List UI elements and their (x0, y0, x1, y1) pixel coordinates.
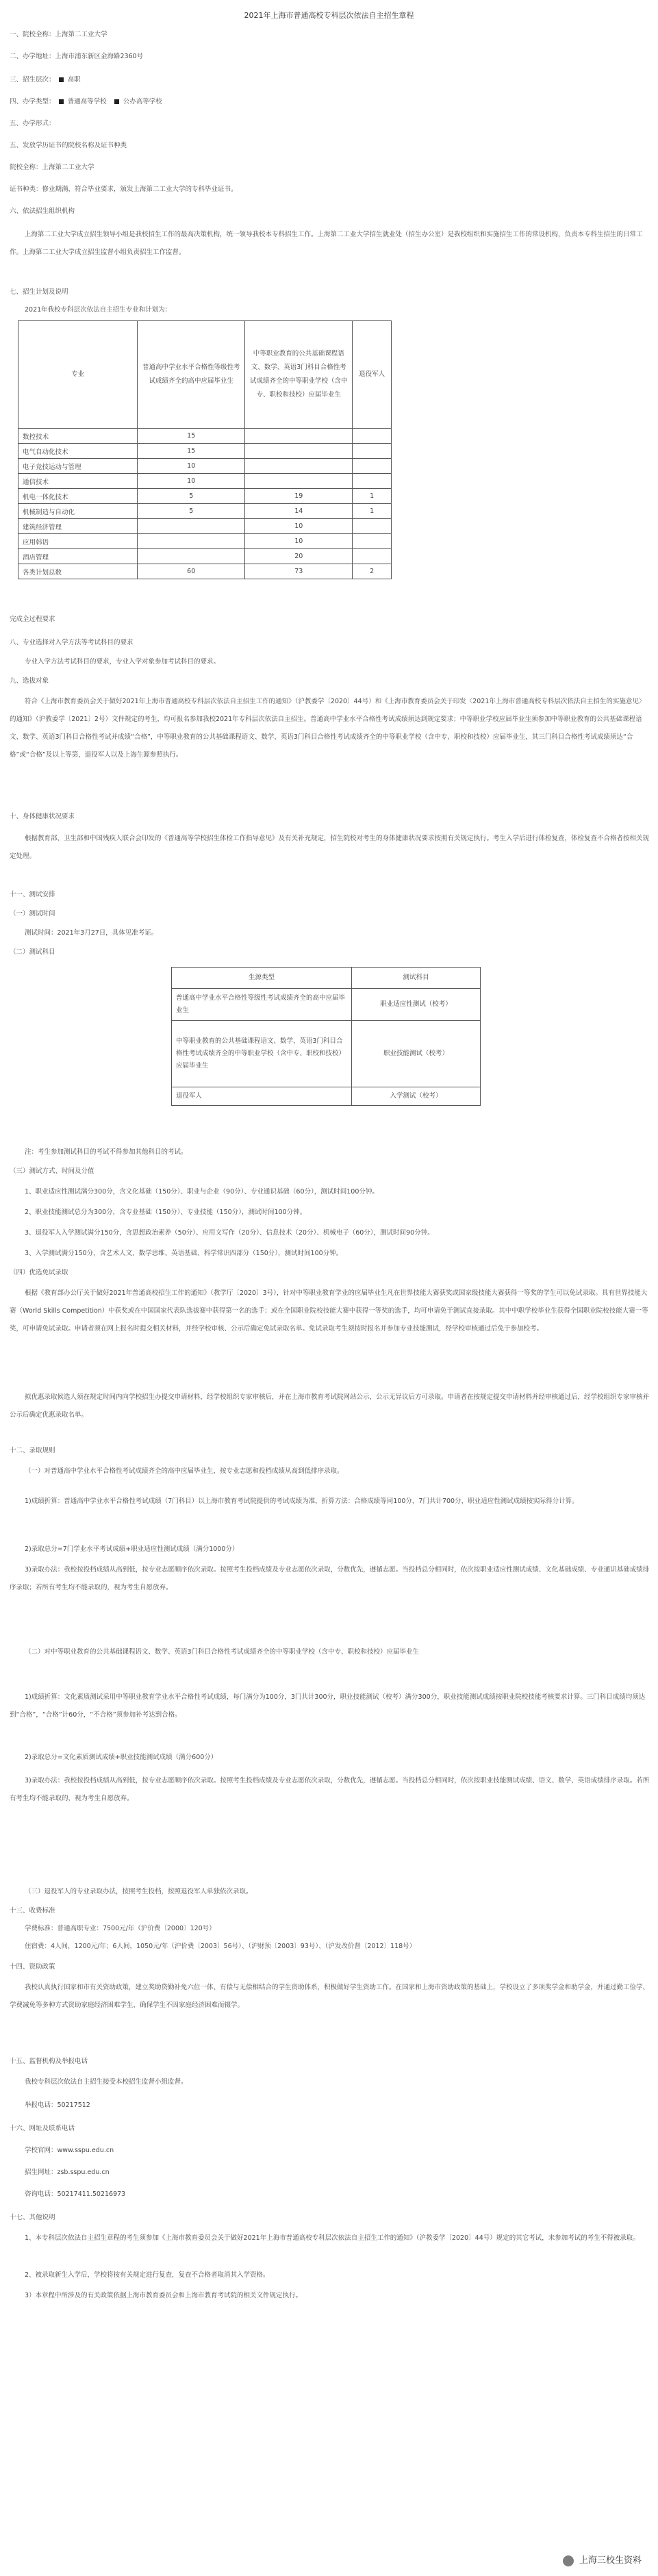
table-cell: 2 (353, 564, 392, 579)
table-cell-major: 应用韩语 (18, 534, 138, 549)
table-cell: 普通高中学业水平合格性等级性考试成绩齐全的高中应届毕业生 (172, 989, 352, 1021)
table-cell-major: 通信技术 (18, 474, 138, 489)
watermark-text: 上海三校生资料 (579, 2555, 642, 2566)
table-cell: 20 (245, 549, 353, 564)
enrollment-level-label: 三、招生层次： (10, 76, 55, 84)
table-row (18, 489, 392, 504)
institution-address: 二、办学地址：上海市浦东新区金海路2360号 (10, 53, 144, 60)
priority-paragraph: 拟优惠录取候选人须在规定时间内向学校招生办提交申请材料，经学校组织专家审核后，并在上海市教育考试院网站公示，公示无异议后方可录取。申请者在按规定提交申请材料并经审核通过后，经学校组织专家审核并公示后确定优惠录取名单。 (10, 1393, 650, 1419)
section-15-heading: 十五、监督机构及举报电话 (10, 2058, 88, 2065)
table-cell: 1 (353, 489, 392, 504)
test-time-heading: （一）测试时间 (10, 910, 55, 918)
column-header-subject: 测试科目 (352, 968, 481, 989)
table-cell: 10 (138, 474, 245, 489)
other-note-2: 2、被录取新生入学后，学校将按有关规定进行复查，复查不合格者取消其入学资格。 (25, 2271, 270, 2279)
table-header-row (18, 321, 392, 429)
health-paragraph: 根据教育部、卫生部和中国残疾人联合会印发的《普通高等学校招生体检工作指导意见》及有关补充规定，招生院校对考生的身体健康状况要求按照有关规定执行。考生入学后进行体检复查，体检复查不合格者按相关规定处理。 (10, 835, 650, 860)
table-cell (245, 474, 353, 489)
table-cell (353, 549, 392, 564)
table-total-row (18, 564, 392, 579)
admission-rule-7: 2)录取总分=文化素质测试成绩+职业技能测试成绩（满分600分） (25, 1754, 218, 1761)
section-8-heading: 八、专业选择对入学方法等考试科目的要求 (10, 639, 134, 646)
exempt-paragraph: 根据《教育部办公厅关于做好2021年普通高校招生工作的通知》（教学厅〔2020〕3号），针对中等职业教育学业的应届毕业生凡在世界技能大赛获奖或国家级技能大赛获得一等奖的学生可以免试录取。具有世界技能大赛（World Skills Competition）中获奖或在中国国家代表队选拔赛中获得第一名的选手；或在全国职业院校技能大赛中获得一等奖的选手，均可申请免于测试直接录取。其中中职学校毕业生获得全国职业院校技能大赛一等奖，可申请免试录取。申请者须在网上报名时提交相关材料，并经学校审核、公示后确定免试录取名单。免试录取考生须按时报名并参加专业技能测试，经学校审核通过后免于参加校考。 (10, 1289, 648, 1333)
table-cell: 14 (245, 504, 353, 519)
other-note-3: 3）本章程中所涉及的有关政策依据上海市教育委员会和上海市教育考试院的相关文件规定执行。 (25, 2292, 303, 2299)
table-row (18, 474, 392, 489)
school-form: 五、办学形式： (10, 120, 55, 127)
admission-rule-8: 3)录取办法：我校按投档成绩从高到低，按专业志愿顺序依次录取。按照考生投档成绩及专业志愿依次录取，分数优先，遵循志愿。当投档总分相同时，依次按职业技能测试成绩、语文、数学、英语成绩排序录取。若所有考生均不能录取的，视为考生自愿放弃。 (10, 1777, 650, 1802)
table-cell-major: 酒店管理 (18, 549, 138, 564)
section-9-heading: 九、选拔对象 (10, 677, 49, 685)
enrollment-plan-table (18, 320, 392, 579)
checked-box-icon (59, 77, 64, 82)
section-8-text: 专业入学方法考试科目的要求，专业入学对象参加考试科目的要求。 (25, 658, 220, 666)
org-heading: 六、依法招生组织机构 (10, 207, 75, 215)
admission-website-line: 招生网址：zsb.sspu.edu.cn (25, 2169, 110, 2176)
table-cell: 73 (245, 564, 353, 579)
table-cell: 10 (245, 534, 353, 549)
tuition-line: 学费标准：普通高职专业：7500元/年（沪价费〔2000〕120号） (25, 1925, 216, 1932)
table-cell (138, 519, 245, 534)
school-type (10, 97, 648, 107)
table-cell: 60 (138, 564, 245, 579)
table-cell (138, 534, 245, 549)
section-17-heading: 十七、其他说明 (10, 2214, 55, 2221)
section-14-heading: 十四、资助政策 (10, 1963, 55, 1971)
table-cell (353, 429, 392, 444)
table-header-row (172, 968, 481, 989)
exempt-heading: （四）优选免试录取 (10, 1269, 68, 1276)
report-phone: 举报电话：50217512 (25, 2101, 90, 2109)
section-12-heading: 十二、录取规则 (10, 1447, 55, 1454)
website-line: 学校官网：www.sspu.edu.cn (25, 2147, 114, 2154)
column-header-source: 生源类型 (172, 968, 352, 989)
section-11-heading: 十一、测试安排 (10, 891, 55, 898)
table-row (18, 444, 392, 459)
admission-rule-1: （一）对普通高中学业水平合格性考试成绩齐全的高中应届毕业生，按专业志愿和投档成绩从高到低排序录取。 (25, 1467, 344, 1475)
certificate-heading: 五、发放学历证书的院校名称及证书种类 (10, 142, 127, 149)
table-cell: 15 (138, 429, 245, 444)
admission-rule-4: 3)录取办法：我校按投档成绩从高到低，按专业志愿顺序依次录取。按照考生投档成绩及专业志愿依次录取，分数优先，遵循志愿。当投档总分相同时，依次按职业适应性测试成绩、文化基础成绩、专业通识基础成绩排序录取；若所有考生均不能录取的，视为考生自愿放弃。 (10, 1566, 650, 1591)
admission-rule-5: （二）对中等职业教育的公共基础课程语文、数学、英语3门科目合格性考试成绩齐全的中等职业学校（含中专、职校和技校）应届毕业生 (25, 1648, 420, 1656)
table-row (18, 459, 392, 474)
table-cell-major: 机电一体化技术 (18, 489, 138, 504)
column-header-major: 专业 (18, 321, 138, 429)
score-heading: （三）测试方式、时间及分值 (10, 1167, 94, 1175)
table-cell (353, 459, 392, 474)
score-item-1: 1、职业适应性测试满分300分，含文化基础（150分）、职业与企业（90分）、专业通识基础（60分），测试时间100分钟。 (25, 1188, 379, 1196)
watermark (563, 2553, 642, 2566)
after-table-line-1: 完成全过程要求 (10, 616, 55, 623)
table-cell: 15 (138, 444, 245, 459)
selection-paragraph: 符合《上海市教育委员会关于做好2021年上海市普通高校专科层次依法自主招生工作的通知》（沪教委学〔2020〕44号）和《上海市教育委员会关于印发〈2021年上海市普通高校专科层次依法自主招生的实施意见〉的通知》（沪教委学〔2021〕2号）文件规定的考生，均可报名参加我校2021年专科层次依法自主招生。普通高中学业水平合格性考试成绩须达到规定要求；中等职业学校应届毕业生须参加中等职业教育的公共基础课程语文、数学、英语3门科目合格性考试并成绩“合格”，中等职业教育的公共基础课程语文、数学、英语3门科目合格性考试成绩齐全的中等职业学校（含中专、职校和技校）应届毕业生，其三门科目合格性考试成绩须达“合格”或“合格”及以上等第，退役军人以及上海生源参照执行。 (10, 698, 646, 759)
table-cell (353, 474, 392, 489)
test-time-text: 测试时间：2021年3月27日，具体见准考证。 (25, 929, 158, 937)
checked-box-icon (59, 99, 64, 104)
table-row (172, 1021, 481, 1087)
test-subjects-heading: （二）测试科目 (10, 948, 55, 956)
test-subjects-table (171, 967, 481, 1106)
certificate-type: 证书种类：修业期满，符合毕业要求，颁发上海第二工业大学的专科毕业证书。 (10, 186, 238, 193)
table-cell: 中等职业教育的公共基础课程语文、数学、英语3门科目合格性考试成绩齐全的中等职业学校（含中专、职校和技校）应届毕业生 (172, 1021, 352, 1087)
column-header-vocational: 中等职业教育的公共基础课程语文、数学、英语3门科目合格性考试成绩齐全的中等职业学校（含中专、职校和技校）应届毕业生 (245, 321, 353, 429)
table-row (18, 549, 392, 564)
admission-rule-6: 1)成绩折算：文化素质测试采用中等职业教育学业水平合格性考试成绩，每门满分为100分，3门共计300分，职业技能测试（校考）满分300分，职业技能测试成绩按职业院校技能考核要求计算。三门科目成绩均须达到“合格”，“合格”计60分，“不合格”须参加补考达到合格。 (10, 1693, 646, 1719)
dorm-fee-line: 住宿费：4人间，1200元/年；6人间，1050元/年（沪价费〔2003〕56号）、（沪财预〔2003〕93号）、（沪发改价督〔2012〕118号） (25, 1943, 416, 1950)
column-header-veterans: 退役军人 (353, 321, 392, 429)
table-cell: 10 (138, 459, 245, 474)
plan-heading: 七、招生计划及说明 (10, 288, 68, 296)
checked-box-icon (114, 99, 119, 104)
table-row (18, 534, 392, 549)
table-cell-major: 机械制造与自动化 (18, 504, 138, 519)
admission-rule-9: （三）退役军人的专业录取办法，按照考生投档，按照退役军人单独依次录取。 (25, 1888, 253, 1895)
wechat-logo-icon (563, 2555, 574, 2566)
table-cell-major: 电气自动化技术 (18, 444, 138, 459)
table-cell-major: 电子竞技运动与管理 (18, 459, 138, 474)
table-cell (353, 534, 392, 549)
score-item-4: 3、入学测试满分150分，含艺术人文、数学思维、英语基础、科学常识四部分（150分），测试时间100分钟。 (25, 1250, 343, 1257)
table-cell: 职业适应性测试（校考） (352, 989, 481, 1021)
document-title: 2021年上海市普通高校专科层次依法自主招生章程 (244, 11, 414, 20)
table-cell-major: 数控技术 (18, 429, 138, 444)
enrollment-level-option: 高职 (67, 76, 81, 84)
test-note: 注：考生参加测试科目的考试不得参加其他科目的考试。 (25, 1148, 188, 1156)
school-type-option-2: 公办高等学校 (123, 98, 162, 105)
table-cell (245, 444, 353, 459)
table-cell (353, 444, 392, 459)
table-cell (138, 549, 245, 564)
table-cell: 5 (138, 489, 245, 504)
table-row (18, 504, 392, 519)
table-cell: 5 (138, 504, 245, 519)
supervise-line: 我校专科层次依法自主招生接受本校招生监督小组监督。 (25, 2078, 188, 2086)
admission-rule-2: 1)成绩折算：普通高中学业水平合格性考试成绩（7门科目）以上海市教育考试院提供的考试成绩为准，折算方法：合格成绩等同100分，7门共计700分，职业适应性测试成绩按实际得分计算。 (25, 1498, 579, 1505)
section-13-heading: 十三、收费标准 (10, 1907, 55, 1915)
consult-phone-line: 咨询电话：50217411.50216973 (25, 2190, 126, 2198)
table-cell-major: 各类计划总数 (18, 564, 138, 579)
table-cell: 退役军人 (172, 1087, 352, 1106)
table-cell: 1 (353, 504, 392, 519)
plan-intro: 2021年我校专科层次依法自主招生专业和计划为： (25, 306, 172, 314)
table-cell (245, 429, 353, 444)
table-cell (353, 519, 392, 534)
school-type-option-1: 普通高等学校 (67, 98, 107, 105)
admission-rule-3: 2)录取总分=7门学业水平考试成绩+职业适应性测试成绩（满分1000分） (25, 1545, 239, 1553)
enrollment-level (10, 75, 648, 85)
column-header-high-school: 普通高中学业水平合格性等级性考试成绩齐全的高中应届毕业生 (138, 321, 245, 429)
org-paragraph: 上海第二工业大学成立招生领导小组是我校招生工作的最高决策机构，统一领导我校本专科招生工作。上海第二工业大学招生就业处（招生办公室）是我校组织和实施招生工作的常设机构，负责本专科生招生的日常工作。上海第二工业大学成立招生监督小组负责招生工作监督。 (10, 231, 643, 256)
aid-paragraph: 我校认真执行国家和市有关资助政策，建立奖助贷勤补免六位一体、有偿与无偿相结合的学生资助体系，积极做好学生资助工作。在国家和上海市资助政策的基础上，学校设立了多项奖学金和助学金，并通过勤工俭学、学费减免等多种方式资助家庭经济困难学生，确保学生不因家庭经济困难而辍学。 (10, 1984, 650, 2009)
table-cell: 10 (245, 519, 353, 534)
table-cell-major: 建筑经济管理 (18, 519, 138, 534)
section-16-heading: 十六、网址及联系电话 (10, 2125, 75, 2132)
table-row (172, 1087, 481, 1106)
school-type-label: 四、办学类型： (10, 98, 55, 105)
table-cell: 19 (245, 489, 353, 504)
institution-name: 一、院校全称：上海第二工业大学 (10, 31, 107, 38)
section-10-heading: 十、身体健康状况要求 (10, 813, 75, 820)
table-row (18, 429, 392, 444)
score-item-2: 2、职业技能测试总分为300分，含专业基础（150分）、专业技能（150分），测试时间100分钟。 (25, 1209, 307, 1216)
other-note-1: 1、本专科层次依法自主招生章程的考生须参加《上海市教育委员会关于做好2021年上海市普通高校专科层次依法自主招生工作的通知》（沪教委学〔2020〕44号）规定的其它考试，未参加考试的考生不得被录取。 (25, 2234, 640, 2242)
table-row (172, 989, 481, 1021)
score-item-3: 3、退役军人入学测试满分150分，含思想政治素养（50分）、应用文写作（20分）、信息技术（20分）、机械电子（60分），测试时间90分钟。 (25, 1229, 434, 1237)
table-row (18, 519, 392, 534)
table-cell (245, 459, 353, 474)
table-cell: 入学测试（校考） (352, 1087, 481, 1106)
table-cell: 职业技能测试（校考） (352, 1021, 481, 1087)
certificate-institution: 院校全称：上海第二工业大学 (10, 164, 94, 171)
